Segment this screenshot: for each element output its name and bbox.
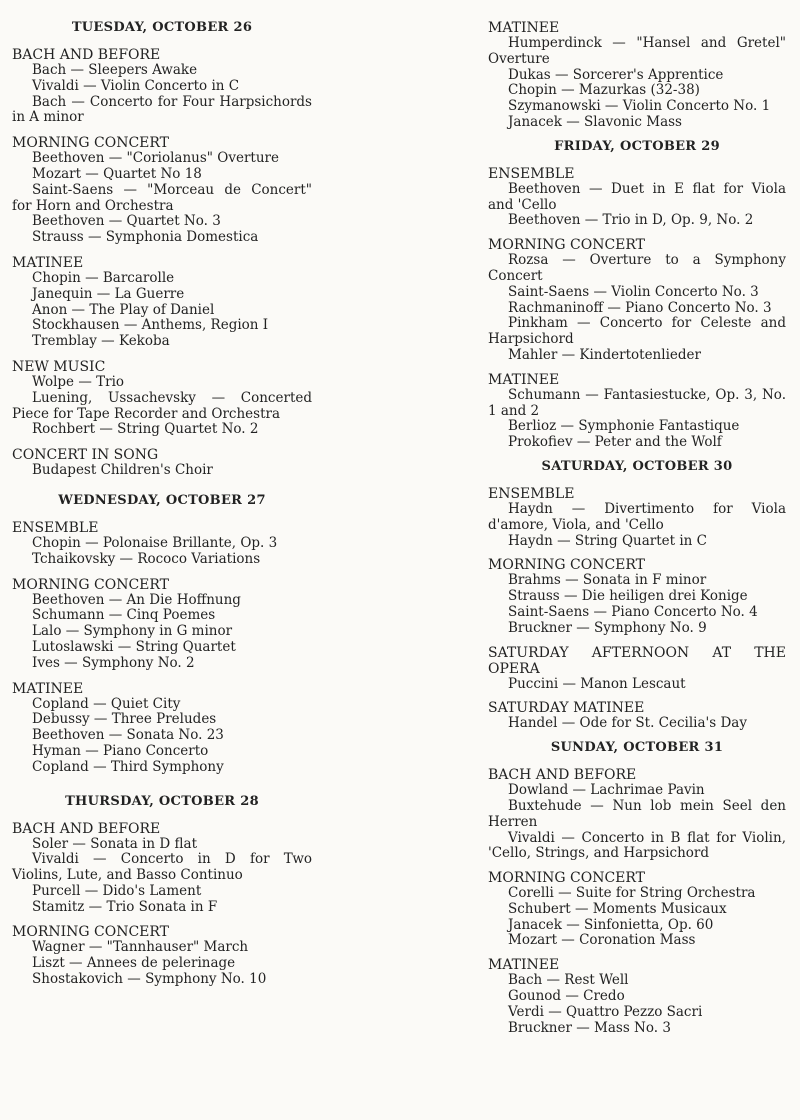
entry-line: Stockhausen — Anthems, Region I — [32, 317, 269, 334]
entry-line: Beethoven — Duet in E flat for Viola — [508, 180, 786, 197]
section-heading: MORNING CONCERT — [12, 576, 170, 593]
entry-continuation: Herren — [488, 813, 538, 830]
program-entry — [12, 728, 312, 744]
entry-line: Stamitz — Trio Sonata in F — [32, 898, 218, 915]
entry-line: Mozart — Quartet No 18 — [32, 165, 202, 182]
entry-line: Brahms — Sonata in F minor — [508, 572, 707, 589]
program-entry — [488, 573, 786, 589]
program-entry — [12, 95, 312, 127]
day-block — [488, 740, 786, 1036]
program-section-ensemble — [12, 520, 312, 568]
entry-line: Humperdinck — "Hansel and Gretel" — [508, 35, 786, 51]
program-entry — [12, 656, 312, 672]
entry-line: Beethoven — "Coriolanus" Overture — [32, 150, 279, 167]
section-heading: MORNING CONCERT — [12, 924, 170, 941]
program-section-matinee — [12, 681, 312, 776]
program-entry — [488, 831, 786, 863]
day-block — [488, 459, 786, 732]
program-section-morning-concert — [12, 924, 312, 987]
entry-line: Dowland — Lachrimae Pavin — [508, 782, 705, 799]
program-section-morning-concert — [488, 557, 786, 636]
entry-line: Berlioz — Symphonie Fantastique — [508, 418, 740, 435]
section-heading: MATINEE — [12, 680, 84, 697]
program-entry — [488, 68, 786, 84]
entry-line: Debussy — Three Preludes — [32, 711, 217, 728]
entry-continuation: Violins, Lute, and Basso Continuo — [12, 867, 243, 884]
entry-line: Beethoven — Quartet No. 3 — [32, 213, 221, 230]
entry-line: Budapest Children's Choir — [32, 462, 213, 479]
program-entry — [488, 605, 786, 621]
day-block — [488, 139, 786, 451]
entry-line: Janequin — La Guerre — [32, 285, 185, 302]
entry-line: Handel — Ode for St. Cecilia's Day — [508, 715, 747, 732]
program-section-saturday-afternoon-at-the-opera — [488, 645, 786, 693]
day-title: WEDNESDAY, OCTOBER 27 — [58, 492, 266, 508]
program-entry — [12, 940, 312, 956]
entry-line: Mozart — Coronation Mass — [508, 932, 696, 949]
entry-line: Strauss — Symphonia Domestica — [32, 229, 259, 246]
program-section-matinee — [488, 372, 786, 451]
entry-continuation: in A minor — [12, 109, 84, 126]
program-section-saturday-matinee — [488, 700, 786, 732]
program-entry — [488, 677, 786, 693]
entry-line: Purcell — Dido's Lament — [32, 882, 202, 899]
program-entry — [488, 716, 786, 732]
program-section-ensemble — [488, 486, 786, 549]
day-title: SUNDAY, OCTOBER 31 — [550, 740, 724, 756]
entry-line: Bach — Rest Well — [508, 972, 629, 989]
entry-continuation: Piece for Tape Recorder and Orchestra — [12, 405, 280, 422]
program-entry — [12, 271, 312, 287]
section-heading: ENSEMBLE — [488, 485, 575, 502]
entry-continuation: Overture — [488, 50, 550, 67]
entry-line: Haydn — String Quartet in C — [508, 532, 707, 549]
entry-line: Bach — Concerto for Four Harpsichords — [32, 93, 312, 110]
program-entry — [12, 183, 312, 215]
program-entry — [12, 391, 312, 423]
program-section-morning-concert — [488, 870, 786, 949]
entry-line: Gounod — Credo — [508, 988, 625, 1005]
program-entry — [12, 318, 312, 334]
program-entry — [488, 502, 786, 534]
program-entry — [12, 640, 312, 656]
entry-line: Liszt — Annees de pelerinage — [32, 955, 236, 972]
entry-line: Pinkham — Concerto for Celeste and — [508, 315, 786, 332]
program-section-morning-concert — [488, 237, 786, 364]
section-heading: MORNING CONCERT — [488, 870, 646, 887]
program-entry — [488, 182, 786, 214]
program-entry — [488, 973, 786, 989]
entry-line: Haydn — Divertimento for Viola — [508, 500, 786, 517]
program-entry — [12, 593, 312, 609]
program-entry — [12, 697, 312, 713]
section-heading: BACH AND BEFORE — [488, 767, 637, 784]
program-entry — [488, 621, 786, 637]
program-entry — [12, 536, 312, 552]
program-entry — [12, 303, 312, 319]
program-entry — [488, 1021, 786, 1037]
program-entry — [488, 419, 786, 435]
day-title: THURSDAY, OCTOBER 28 — [65, 793, 259, 809]
program-entry — [488, 933, 786, 949]
program-entry — [488, 886, 786, 902]
entry-line: Rozsa — Overture to a Symphony — [508, 252, 786, 269]
day-block — [12, 794, 312, 988]
program-section-ensemble — [488, 166, 786, 229]
entry-line: Strauss — Die heiligen drei Konige — [508, 588, 748, 605]
program-section-matinee — [488, 20, 786, 131]
section-heading: MORNING CONCERT — [488, 237, 646, 254]
program-entry — [488, 902, 786, 918]
program-entry — [12, 552, 312, 568]
entry-line: Beethoven — Sonata No. 23 — [32, 727, 224, 744]
right-column — [488, 20, 786, 1044]
day-block — [12, 493, 312, 776]
program-entry — [12, 463, 312, 479]
entry-line: Hyman — Piano Concerto — [32, 742, 209, 759]
entry-line: Tremblay — Kekoba — [32, 333, 170, 350]
entry-line: Wagner — "Tannhauser" March — [32, 939, 249, 956]
program-entry — [488, 534, 786, 550]
left-column — [12, 20, 312, 997]
program-section-matinee — [488, 957, 786, 1036]
program-entry — [12, 214, 312, 230]
entry-line: Schumann — Fantasiestucke, Op. 3, No. — [508, 386, 786, 403]
entry-line: Luening, Ussachevsky — Concerted — [32, 389, 312, 406]
entry-line: Puccini — Manon Lescaut — [508, 675, 686, 692]
entry-line: Soler — Sonata in D flat — [32, 835, 197, 852]
program-entry — [12, 230, 312, 246]
program-entry — [12, 852, 312, 884]
entry-line: Dukas — Sorcerer's Apprentice — [508, 66, 724, 83]
entry-line: Anon — The Play of Daniel — [32, 301, 215, 318]
entry-line: Shostakovich — Symphony No. 10 — [32, 971, 267, 988]
program-entry — [488, 989, 786, 1005]
program-entry — [12, 608, 312, 624]
entry-line: Buxtehude — Nun lob mein Seel den — [508, 797, 786, 814]
section-heading: MATINEE — [488, 20, 560, 36]
program-section-matinee — [12, 255, 312, 350]
entry-line: Prokofiev — Peter and the Wolf — [508, 434, 722, 451]
entry-line: Szymanowski — Violin Concerto No. 1 — [508, 98, 771, 115]
program-entry — [12, 837, 312, 853]
section-heading: ENSEMBLE — [12, 519, 99, 536]
entry-line: Lalo — Symphony in G minor — [32, 623, 233, 640]
entry-line: Bach — Sleepers Awake — [32, 62, 198, 78]
section-heading: CONCERT IN SONG — [12, 447, 159, 464]
program-entry — [12, 744, 312, 760]
entry-line: Verdi — Quattro Pezzo Sacri — [508, 1003, 703, 1020]
program-entry — [12, 884, 312, 900]
entry-line: Schubert — Moments Musicaux — [508, 900, 727, 917]
program-section-morning-concert — [12, 577, 312, 672]
entry-continuation: for Horn and Orchestra — [12, 197, 174, 214]
section-heading: MORNING CONCERT — [12, 135, 170, 152]
program-section-bach-and-before — [12, 47, 312, 126]
entry-line: Wolpe — Trio — [32, 373, 125, 390]
section-heading: MATINEE — [488, 371, 560, 388]
program-section-new-music — [12, 359, 312, 438]
section-heading: BACH AND BEFORE — [12, 47, 161, 63]
program-entry — [12, 900, 312, 916]
entry-line: Corelli — Suite for String Orchestra — [508, 885, 756, 902]
section-heading: BACH AND BEFORE — [12, 820, 161, 837]
program-entry — [488, 285, 786, 301]
entry-line: Saint-Saens — Violin Concerto No. 3 — [508, 283, 759, 300]
program-entry — [12, 167, 312, 183]
entry-line: Ives — Symphony No. 2 — [32, 654, 195, 671]
program-entry — [488, 799, 786, 831]
program-entry — [488, 36, 786, 68]
program-entry — [488, 918, 786, 934]
entry-line: Copland — Quiet City — [32, 695, 181, 712]
program-section-bach-and-before — [488, 767, 786, 862]
program-entry — [488, 348, 786, 364]
section-heading: SATURDAY MATINEE — [488, 700, 645, 717]
entry-continuation: Concert — [488, 267, 543, 284]
day-title: SATURDAY, OCTOBER 30 — [541, 458, 733, 474]
program-section-morning-concert — [12, 135, 312, 246]
entry-line: Saint-Saens — Piano Concerto No. 4 — [508, 603, 758, 620]
section-heading: MATINEE — [488, 957, 560, 974]
program-entry — [12, 760, 312, 776]
program-entry — [488, 783, 786, 799]
program-entry — [12, 334, 312, 350]
program-section-concert-in-song — [12, 447, 312, 479]
program-entry — [12, 712, 312, 728]
entry-line: Chopin — Mazurkas (32-38) — [508, 82, 700, 99]
section-heading: MATINEE — [12, 254, 84, 271]
program-entry — [488, 253, 786, 285]
program-entry — [488, 115, 786, 131]
program-entry — [488, 435, 786, 451]
program-entry — [12, 287, 312, 303]
program-entry — [12, 422, 312, 438]
entry-continuation: d'amore, Viola, and 'Cello — [488, 516, 664, 533]
entry-continuation: 1 and 2 — [488, 402, 540, 419]
program-entry — [488, 589, 786, 605]
entry-line: Beethoven — An Die Hoffnung — [32, 591, 241, 608]
entry-line: Vivaldi — Concerto in B flat for Violin, — [508, 829, 786, 846]
entry-line: Bruckner — Mass No. 3 — [508, 1019, 671, 1036]
entry-continuation: and 'Cello — [488, 196, 557, 213]
section-heading: ENSEMBLE — [488, 165, 575, 182]
program-entry — [12, 624, 312, 640]
entry-line: Vivaldi — Violin Concerto in C — [32, 77, 240, 94]
day-title: TUESDAY, OCTOBER 26 — [71, 20, 253, 35]
program-entry — [12, 79, 312, 95]
entry-line: Schumann — Cinq Poemes — [32, 607, 216, 624]
entry-line: Beethoven — Trio in D, Op. 9, No. 2 — [508, 212, 754, 229]
day-block — [488, 20, 786, 131]
program-entry — [488, 99, 786, 115]
entry-line: Janacek — Slavonic Mass — [508, 113, 682, 130]
entry-line: Janacek — Sinfonietta, Op. 60 — [508, 916, 714, 933]
program-entry — [488, 83, 786, 99]
program-entry — [12, 972, 312, 988]
section-heading: MORNING CONCERT — [488, 557, 646, 574]
day-block — [12, 20, 312, 479]
entry-line: Rachmaninoff — Piano Concerto No. 3 — [508, 299, 772, 316]
entry-line: Lutoslawski — String Quartet — [32, 638, 236, 655]
program-entry — [12, 956, 312, 972]
program-entry — [488, 1005, 786, 1021]
section-heading: NEW MUSIC — [12, 358, 106, 375]
day-title: FRIDAY, OCTOBER 29 — [554, 138, 720, 154]
program-entry — [12, 63, 312, 79]
section-heading: SATURDAY AFTERNOON AT THE OPERA — [488, 644, 786, 677]
entry-line: Tchaikovsky — Rococo Variations — [32, 550, 261, 567]
program-entry — [488, 213, 786, 229]
entry-line: Mahler — Kindertotenlieder — [508, 346, 701, 363]
program-entry — [12, 151, 312, 167]
program-entry — [488, 301, 786, 317]
program-entry — [488, 388, 786, 420]
entry-line: Saint-Saens — "Morceau de Concert" — [32, 181, 312, 198]
entry-line: Bruckner — Symphony No. 9 — [508, 619, 707, 636]
entry-line: Chopin — Polonaise Brillante, Op. 3 — [32, 534, 278, 551]
program-section-bach-and-before — [12, 821, 312, 916]
entry-line: Vivaldi — Concerto in D for Two — [32, 851, 312, 868]
entry-line: Rochbert — String Quartet No. 2 — [32, 421, 259, 438]
program-entry — [12, 375, 312, 391]
entry-continuation: Harpsichord — [488, 331, 574, 348]
entry-continuation: 'Cello, Strings, and Harpsichord — [488, 845, 709, 862]
program-entry — [488, 316, 786, 348]
entry-line: Copland — Third Symphony — [32, 758, 224, 775]
entry-line: Chopin — Barcarolle — [32, 269, 175, 286]
